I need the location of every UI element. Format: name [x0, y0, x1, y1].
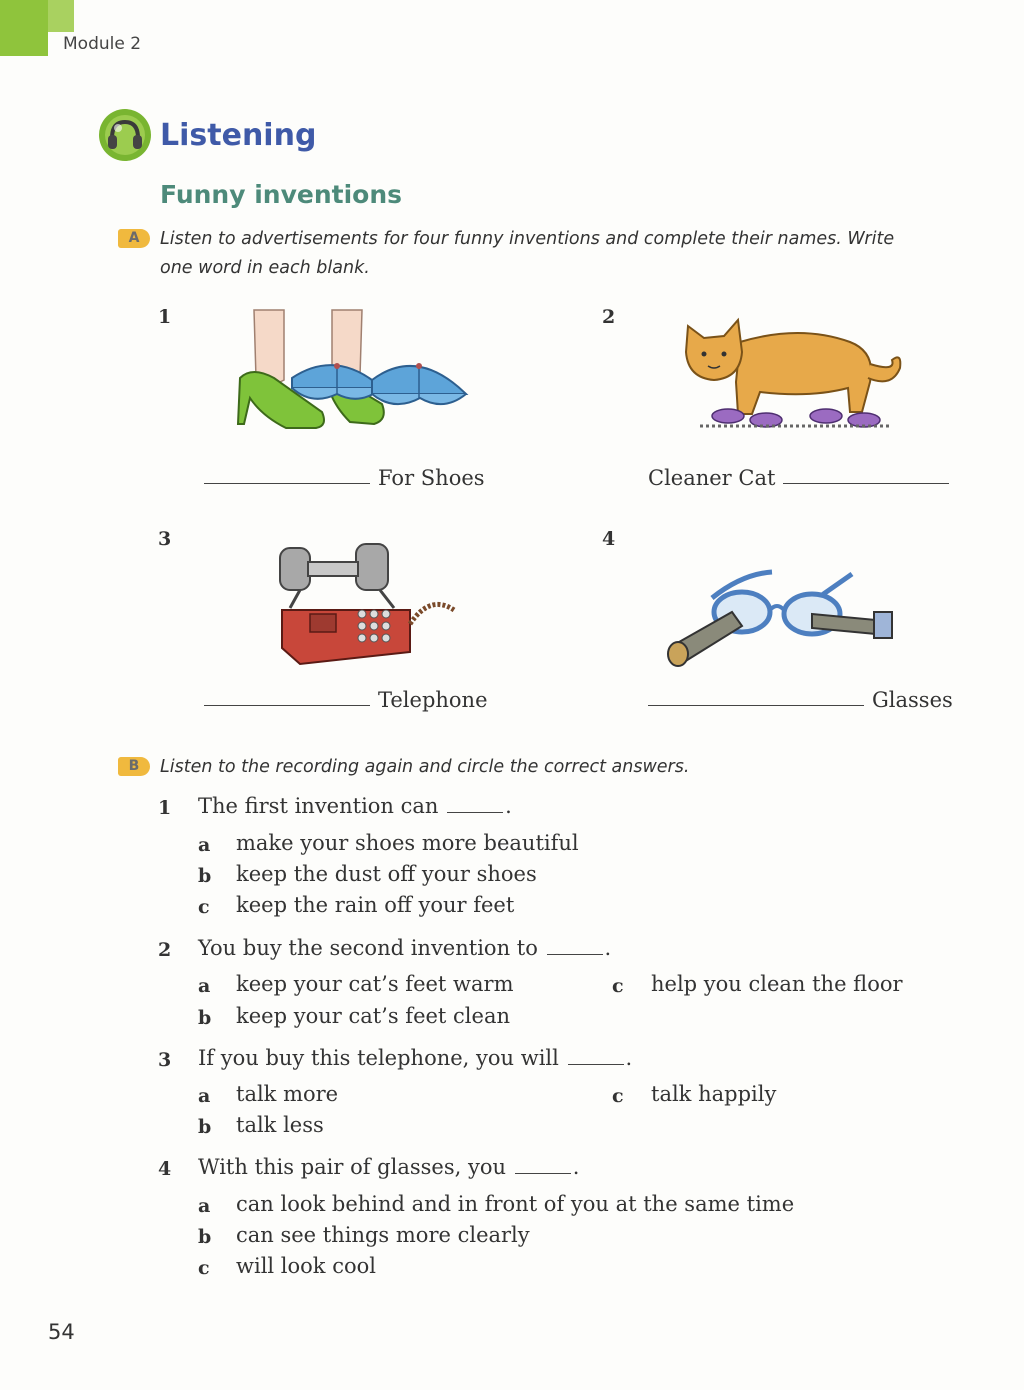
question-text — [198, 794, 512, 818]
module-label: Module 2 — [63, 34, 142, 54]
question-stem: With this pair of glasses, you — [198, 1155, 507, 1179]
item-number: 2 — [602, 306, 616, 328]
option-letter[interactable]: b — [198, 1116, 212, 1138]
option-text[interactable]: help you clean the floor — [651, 972, 903, 996]
caption-text: Telephone — [378, 688, 488, 712]
option-text[interactable]: can look behind and in front of you at the same time — [236, 1192, 795, 1216]
item-number: 4 — [602, 528, 616, 550]
question-end: . — [572, 1155, 580, 1179]
option-text[interactable]: keep your cat’s feet clean — [236, 1004, 510, 1028]
answer-blank[interactable] — [204, 482, 370, 484]
dumbbell-telephone-illustration — [270, 534, 460, 670]
telescope-glasses-illustration — [662, 568, 902, 672]
umbrella-shoes-illustration — [232, 308, 472, 438]
exercise-b-badge: B — [118, 757, 150, 776]
option-letter[interactable]: b — [198, 1007, 212, 1029]
caption-text: For Shoes — [378, 466, 485, 490]
item-caption-3 — [204, 688, 488, 712]
option-letter[interactable]: a — [198, 834, 211, 856]
question-text — [198, 1046, 632, 1070]
question-text — [198, 936, 611, 960]
exercise-b-instruction: Listen to the recording again and circle the correct answers. — [160, 757, 690, 777]
answer-blank[interactable] — [648, 704, 864, 706]
item-caption-1 — [204, 466, 485, 490]
question-stem: The first invention can — [198, 794, 439, 818]
answer-blank[interactable] — [783, 482, 949, 484]
question-stem: If you buy this telephone, you will — [198, 1046, 559, 1070]
corner-decoration-light — [48, 0, 74, 32]
option-letter[interactable]: c — [612, 1085, 624, 1107]
option-text[interactable]: make your shoes more beautiful — [236, 831, 579, 855]
caption-text: Cleaner Cat — [648, 466, 776, 490]
exercise-a-instruction-line2: one word in each blank. — [160, 258, 370, 278]
question-end: . — [505, 794, 512, 818]
answer-blank — [547, 954, 603, 955]
question-end: . — [625, 1046, 633, 1070]
option-letter[interactable]: c — [612, 975, 624, 997]
question-number: 2 — [158, 939, 172, 961]
option-letter[interactable]: c — [198, 1257, 210, 1279]
answer-blank — [515, 1173, 571, 1174]
option-text[interactable]: talk less — [236, 1113, 324, 1137]
option-text[interactable]: will look cool — [236, 1254, 376, 1278]
option-letter[interactable]: c — [198, 896, 210, 918]
answer-blank — [568, 1064, 624, 1065]
option-letter[interactable]: b — [198, 865, 212, 887]
answer-blank — [447, 812, 503, 813]
page-number: 54 — [48, 1320, 75, 1344]
exercise-a-badge: A — [118, 229, 150, 248]
option-letter[interactable]: a — [198, 975, 211, 997]
question-number: 1 — [158, 797, 172, 819]
option-text[interactable]: keep the dust off your shoes — [236, 862, 537, 886]
answer-blank[interactable] — [204, 704, 370, 706]
section-subtitle: Funny inventions — [160, 180, 403, 209]
option-letter[interactable]: a — [198, 1085, 211, 1107]
option-text[interactable]: keep the rain off your feet — [236, 893, 515, 917]
headphones-icon — [98, 108, 152, 162]
option-text[interactable]: talk more — [236, 1082, 339, 1106]
question-end: . — [604, 936, 612, 960]
question-number: 4 — [158, 1158, 172, 1180]
item-number: 1 — [158, 306, 172, 328]
item-caption-2 — [648, 466, 949, 490]
option-letter[interactable]: a — [198, 1195, 211, 1217]
cleaner-cat-illustration — [680, 312, 910, 442]
item-caption-4 — [648, 688, 953, 712]
question-number: 3 — [158, 1049, 172, 1071]
exercise-a-instruction-line1: Listen to advertisements for four funny inventions and complete their names. Write — [160, 229, 895, 249]
caption-text: Glasses — [872, 688, 953, 712]
corner-decoration — [0, 0, 48, 56]
option-letter[interactable]: b — [198, 1226, 212, 1248]
question-stem: You buy the second invention to — [198, 936, 538, 960]
item-number: 3 — [158, 528, 172, 550]
section-title: Listening — [160, 118, 317, 153]
question-text — [198, 1155, 579, 1179]
option-text[interactable]: talk happily — [651, 1082, 777, 1106]
option-text[interactable]: keep your cat’s feet warm — [236, 972, 514, 996]
option-text[interactable]: can see things more clearly — [236, 1223, 530, 1247]
